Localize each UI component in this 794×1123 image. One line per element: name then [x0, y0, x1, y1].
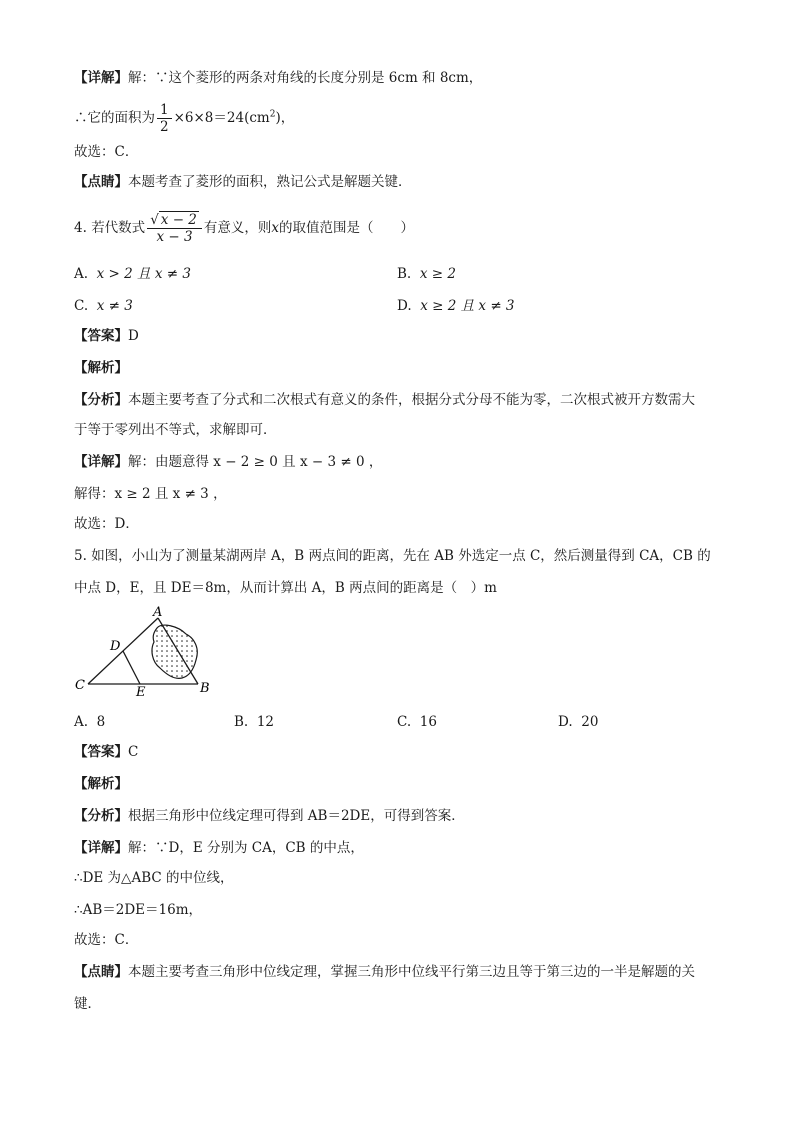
fenxi-text: 本题主要考查了分式和二次根式有意义的条件，根据分式分母不能为零，二次根式被开方数需大 [128, 392, 695, 408]
option-text: 8 [96, 714, 106, 730]
q5-analysis-tag [74, 774, 128, 794]
q4-choice: 故选：D． [74, 516, 139, 532]
frac-den: 2 [160, 119, 169, 135]
answer-tag: 【答案】 [74, 328, 128, 344]
q5-fenxi-line [74, 806, 465, 826]
option-letter: A. [74, 266, 89, 282]
label-b: B [200, 681, 210, 696]
q5-detail-line [74, 838, 364, 858]
q5-option-d [558, 712, 598, 732]
q3-choice: 故选：C． [74, 144, 139, 160]
q4-answer-line [74, 326, 139, 346]
q5-answer: C [128, 744, 139, 760]
triangle-lake-figure [70, 604, 220, 696]
comment-tag: 【点睛】 [74, 964, 128, 980]
q4-number: 4. [74, 220, 87, 236]
q4-analysis-tag [74, 358, 128, 378]
q4-fraction [147, 212, 202, 245]
q5-choice: 故选：C． [74, 932, 139, 948]
q3-area-suffix: )， [275, 110, 295, 126]
option-letter: D. [397, 298, 412, 314]
q4-var: x [271, 220, 280, 236]
option-letter: A. [74, 714, 89, 730]
detail-tag: 【详解】 [74, 454, 128, 470]
option-letter: C. [397, 714, 412, 730]
option-letter: B. [234, 714, 249, 730]
q5-option-c [397, 712, 437, 732]
q4-frac-num: √ x − 2 [147, 212, 202, 229]
midline-de [123, 651, 140, 684]
q5-option-a [74, 712, 105, 732]
option-text: 12 [256, 714, 274, 730]
q3-area-prefix: ∴它的面积为 [74, 110, 155, 126]
option-text: 20 [581, 714, 599, 730]
q4-frac-den: x − 3 [156, 229, 193, 245]
option-text: x ≠ 3 [96, 298, 133, 314]
detail-tag: 【详解】 [74, 840, 128, 856]
q3-comment-line [74, 172, 412, 192]
option-letter: D. [558, 714, 573, 730]
q3-area-expr: ×6×8＝24(cm [173, 110, 270, 126]
q5-stem-line1 [74, 546, 711, 566]
q4-solve-line: 解得：x ≥ 2 且 x ≠ 3 ， [74, 486, 227, 502]
option-text: x ≥ 2 且 x ≠ 3 [420, 298, 515, 314]
q4-fenxi-line2: 于等于零列出不等式，求解即可． [74, 422, 277, 438]
q5-step1: ∴DE 为△ABC 的中位线， [74, 870, 234, 886]
q4-option-b [397, 264, 456, 284]
q5-number: 5. [74, 548, 87, 564]
q5-fenxi-text: 根据三角形中位线定理可得到 AB＝2DE，可得到答案． [128, 808, 465, 824]
radicand: x − 2 [160, 212, 197, 228]
q5-stem-line2: 中点 D，E，且 DE＝8m，从而计算出 A，B 两点间的距离是（ ）m [74, 580, 497, 596]
label-c: C [75, 678, 85, 693]
q5-step2: ∴AB＝2DE＝16m， [74, 902, 203, 918]
q5-stem-text: 如图，小山为了测量某湖两岸 A，B 两点间的距离，先在 AB 外选定一点 C，然后测量得到 CA，CB 的 [91, 548, 711, 564]
q5-comment-line1 [74, 962, 695, 982]
q3-detail-line [74, 68, 482, 88]
option-letter: C. [74, 298, 89, 314]
q4-stem-suffix: 有意义，则 [203, 220, 272, 236]
fraction-one-half [157, 102, 172, 135]
q4-fenxi-line1 [74, 390, 695, 410]
answer-tag: 【答案】 [74, 744, 128, 760]
label-e: E [136, 685, 146, 696]
label-a: A [153, 605, 163, 620]
q5-answer-line [74, 742, 138, 762]
q4-detail-line [74, 452, 382, 472]
q3-detail-text: 解：∵这个菱形的两条对角线的长度分别是 6cm 和 8cm， [128, 70, 483, 86]
q4-answer: D [128, 328, 139, 344]
q5-comment-text: 本题主要考查三角形中位线定理，掌握三角形中位线平行第三边且等于第三边的一半是解题的关 [128, 964, 695, 980]
option-text: x ≥ 2 [419, 266, 456, 282]
q4-option-d [397, 296, 515, 316]
q5-option-b [234, 712, 274, 732]
analysis-tag: 【解析】 [74, 776, 128, 792]
q4-stem-end: 的取值范围是（ ） [279, 220, 415, 236]
option-letter: B. [397, 266, 412, 282]
q3-area-line [74, 102, 294, 135]
q5-comment-line2: 键． [74, 996, 101, 1012]
label-d: D [110, 639, 121, 654]
frac-num: 1 [157, 102, 172, 119]
detail-tag: 【详解】 [74, 70, 128, 86]
option-text: x > 2 且 x ≠ 3 [96, 266, 191, 282]
q4-stem-prefix: 若代数式 [91, 220, 146, 236]
fenxi-tag: 【分析】 [74, 392, 128, 408]
comment-tag: 【点睛】 [74, 174, 128, 190]
q5-detail-text: 解：∵D，E 分别为 CA，CB 的中点， [128, 840, 364, 856]
fenxi-tag: 【分析】 [74, 808, 128, 824]
q4-stem [74, 212, 414, 245]
q4-option-c [74, 296, 133, 316]
option-text: 16 [419, 714, 437, 730]
exponent: 2 [269, 109, 276, 120]
q4-detail-text: 解：由题意得 x − 2 ≥ 0 且 x − 3 ≠ 0 ， [128, 454, 383, 470]
q3-comment-text: 本题考查了菱形的面积，熟记公式是解题关键． [128, 174, 412, 190]
analysis-tag: 【解析】 [74, 360, 128, 376]
q4-option-a [74, 264, 191, 284]
